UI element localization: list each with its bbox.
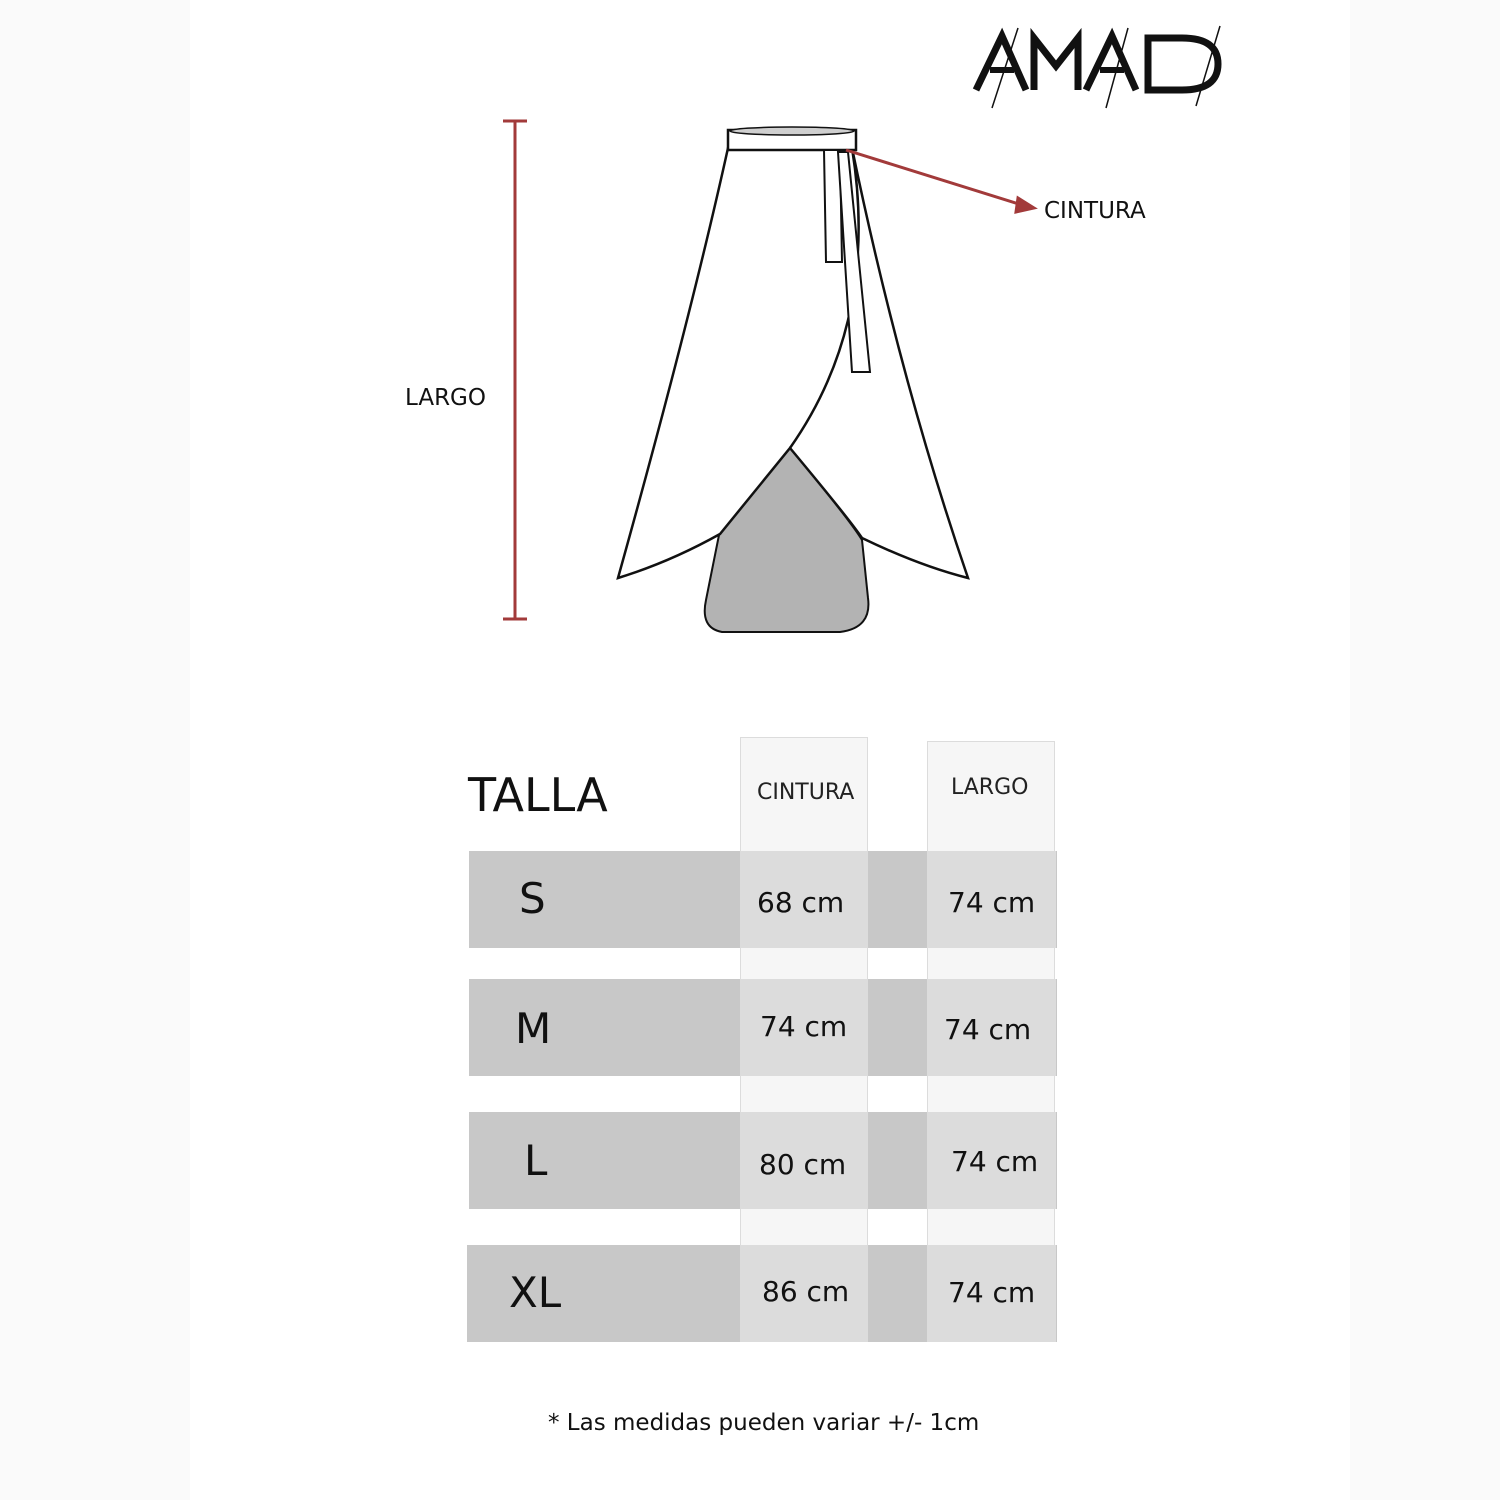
- size-label: S: [519, 874, 546, 923]
- largo-value: 74 cm: [948, 1276, 1036, 1309]
- length-label: LARGO: [405, 385, 486, 411]
- waist-label: CINTURA: [1044, 198, 1146, 224]
- size-label: XL: [509, 1268, 562, 1317]
- column-header-cintura: CINTURA: [757, 780, 855, 805]
- cintura-value: 80 cm: [759, 1148, 847, 1181]
- cintura-value: 86 cm: [762, 1275, 850, 1308]
- length-measure-line: [503, 121, 527, 619]
- measurement-footnote: * Las medidas pueden variar +/- 1cm: [548, 1410, 980, 1436]
- cintura-value: 68 cm: [757, 886, 845, 919]
- cintura-value: 74 cm: [760, 1010, 848, 1043]
- skirt-illustration: [0, 0, 1500, 700]
- largo-value: 74 cm: [951, 1145, 1039, 1178]
- column-header-largo: LARGO: [951, 775, 1029, 800]
- largo-value: 74 cm: [944, 1013, 1032, 1046]
- size-table-title: TALLA: [468, 768, 608, 822]
- size-label: M: [515, 1004, 552, 1053]
- waist-pointer-arrow: [846, 150, 1034, 212]
- size-label: L: [524, 1136, 548, 1185]
- largo-value: 74 cm: [948, 886, 1036, 919]
